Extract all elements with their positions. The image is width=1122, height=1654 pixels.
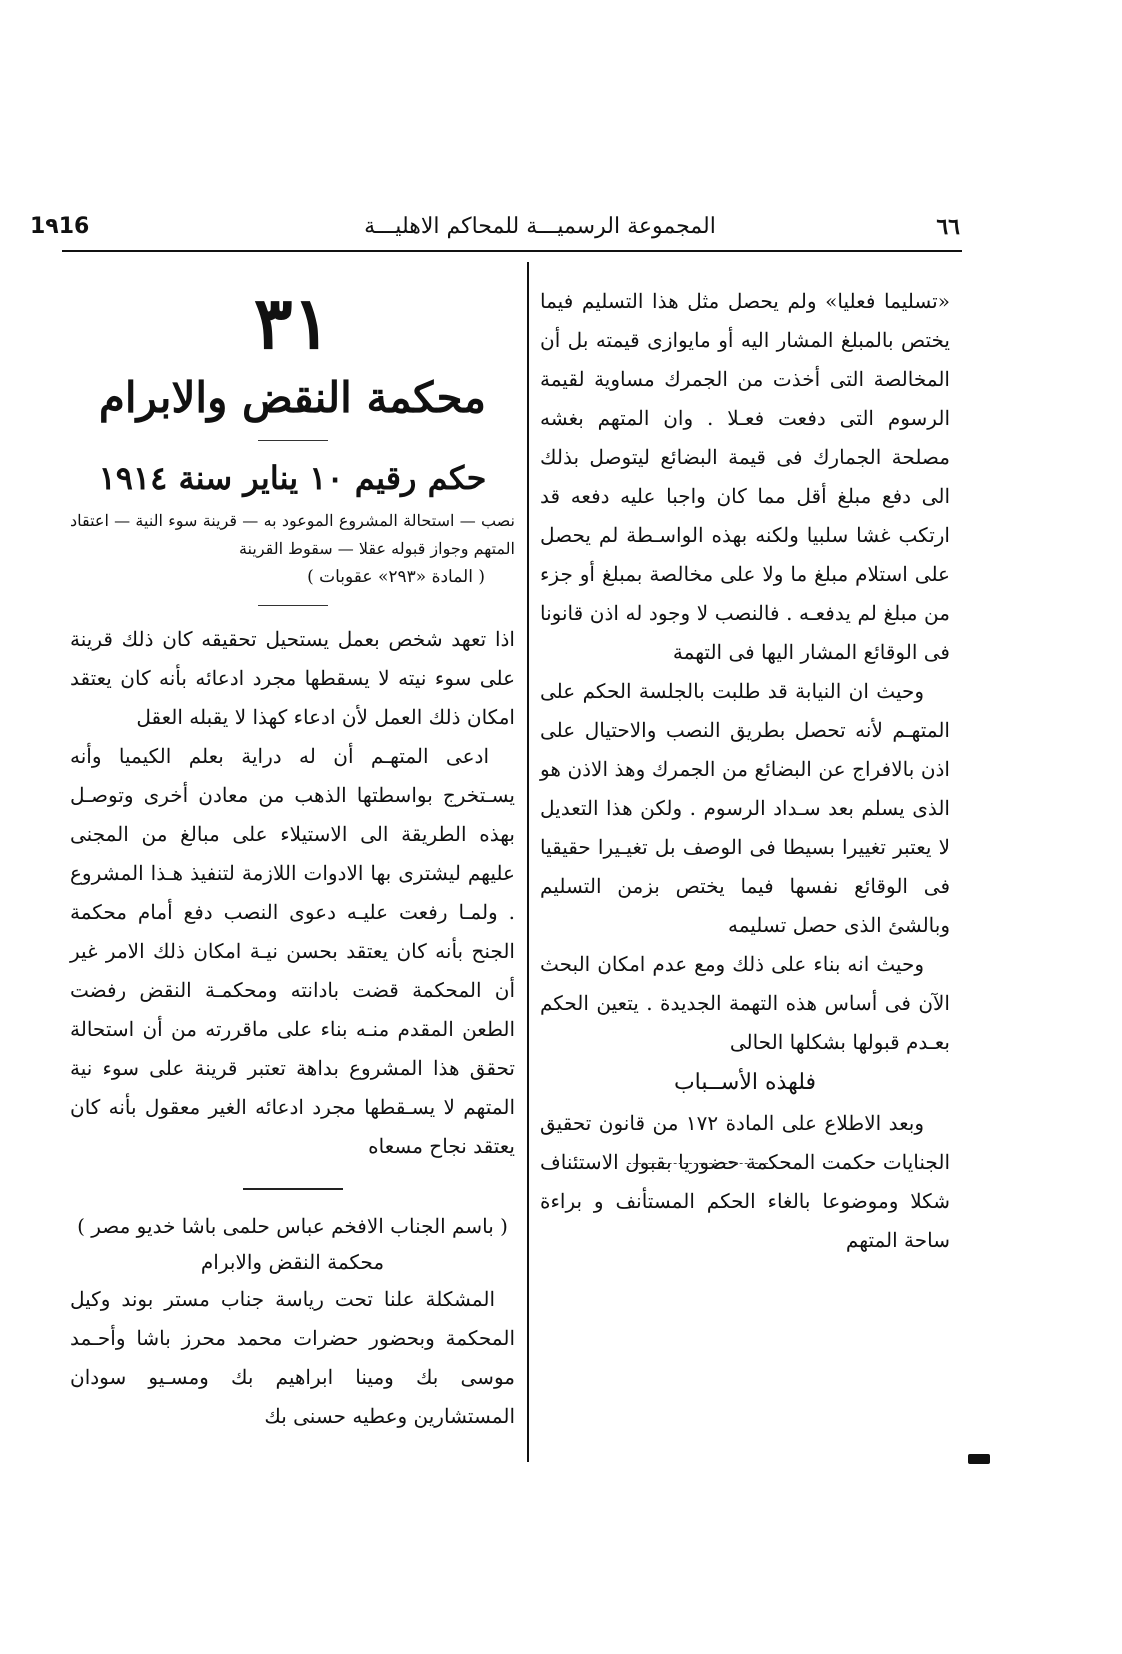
keywords: نصب — استحالة المشروع الموعود به — قرينة سوء النية — اعتقاد المتهم وجواز قبوله عقلا — سقوط القرينة: [70, 511, 515, 558]
left-column: [70, 282, 515, 1436]
invocation: ( باسم الجناب الافخم عباس حلمى باشا خديو مصر ): [77, 1214, 508, 1238]
ruling-paragraph: وبعد الاطلاع على المادة ١٧٢ من قانون تحقيق الجنايات حكمت المحكمة حضوريا بقبول الاستئناف شكلا وموضوعا بالغاء الحكم المستأنف و براءة ساحة المتهم: [540, 1111, 950, 1252]
end-rule: [628, 1163, 768, 1164]
header-rule: [62, 250, 962, 252]
paragraph: وحيث انه بناء على ذلك ومع عدم امكان البحث الآن فى أساس هذه التهمة الجديدة . يتعين الحكم بعـدم قبولها بشكلها الحالى: [540, 952, 950, 1054]
column-divider: [527, 262, 529, 1462]
reasons-heading: فلهذه الأســباب: [673, 1070, 817, 1095]
court-title: محكمة النقض والابرام: [98, 373, 487, 422]
running-title: المجموعة الرسميـــة للمحاكم الاهليـــة: [364, 214, 716, 239]
court-name: محكمة النقض والابرام: [200, 1250, 385, 1274]
right-column-body: [540, 282, 950, 1260]
case-facts: ادعى المتهـم أن له دراية بعلم الكيميا وأنه يسـتخرج بواسطتها الذهب من معادن أخرى وتوصـل بهذه الطريقة الى الاستيلاء على مبالغ من المجنى عليهم ليشترى بها الادوات اللازمة لتنفيذ هـذا المشروع . ولمـا رفعت عليـه دعوى النصب دفع أمام محكمة الجنح بأنه كان يعتقد بحسن نيـة امكان ذلك الامر غير أن المحكمة قضت بادانته ومحكمـة النقض رفضت الطعن المقدم منـه بناء على ماقررته من أن استحالة تحقق هذا المشروع بداهة تعتبر قرينة على سوء نية المتهم لا يسـقطها مجرد ادعائه الغير معقول بأنه كان يعتقد نجاح مسعاه: [70, 744, 515, 1158]
page-number: ٦٦: [936, 214, 960, 240]
right-column: [540, 282, 950, 1260]
article-reference: ( المادة «٢٩٣» عقوبات ): [307, 567, 485, 587]
legal-principle: اذا تعهد شخص بعمل يستحيل تحقيقه كان ذلك قرينة على سوء نيته لا يسقطها مجرد ادعائه بأنه كان يعتقد امكان ذلك العمل لأن ادعاء كهذا لا يقبله العقل: [70, 627, 516, 729]
paragraph: «تسليما فعليا» ولم يحصل مثل هذا التسليم فيما يختص بالمبلغ المشار اليه أو مايوازى قيمته بل أن المخالصة التى أخذت من الجمرك مساوية لقيمة الرسوم التى دفعت فعـلا . وان المتهم بغشه مصلحة الجمارك فى قيمة البضائع ليتوصل بذلك الى دفع مبلغ أقل مما كان واجبا عليه دفعه قد ارتكب غشا سلبيا ولكنه بهذه الواسـطة لم يحصل على استلام مبلغ ما ولا على مخالصة بمبلغ أو جزء من مبلغ لم يدفعـه . فالنصب لا وجود له اذن قانونا فى الوقائع المشار اليها فى التهمة: [540, 289, 950, 664]
separator: [243, 1188, 343, 1190]
scan-mark: [968, 1454, 990, 1464]
court-composition: المشكلة علنا تحت رياسة جناب مستر بوند وكيل المحكمة وبحضور حضرات محمد محرز باشا وأحـمد موسى بك ومينا ابراهيم بك ومسـيو سودان المستشارين وعطيه حسنى بك: [70, 1287, 515, 1428]
separator: [258, 440, 328, 441]
case-number: ٣١: [253, 280, 332, 365]
page-annotation: 1٩16: [30, 214, 90, 239]
judgment-title: حكم رقيم ١٠ يناير سنة ١٩١٤: [98, 459, 487, 497]
separator: [258, 605, 328, 606]
paragraph: وحيث ان النيابة قد طلبت بالجلسة الحكم على المتهـم لأنه تحصل بطريق النصب والاحتيال على اذن بالافراج عن البضائع من الجمرك وهذ الاذن هو الذى يسلم بعد سـداد الرسوم . ولكن هذا التعديل لا يعتبر تغييرا بسيطا فى الوصف بل تغيـيرا حقيقيا فى الوقائع نفسها فيما يختص بزمن التسليم وبالشئ الذى حصل تسليمه: [540, 679, 950, 937]
